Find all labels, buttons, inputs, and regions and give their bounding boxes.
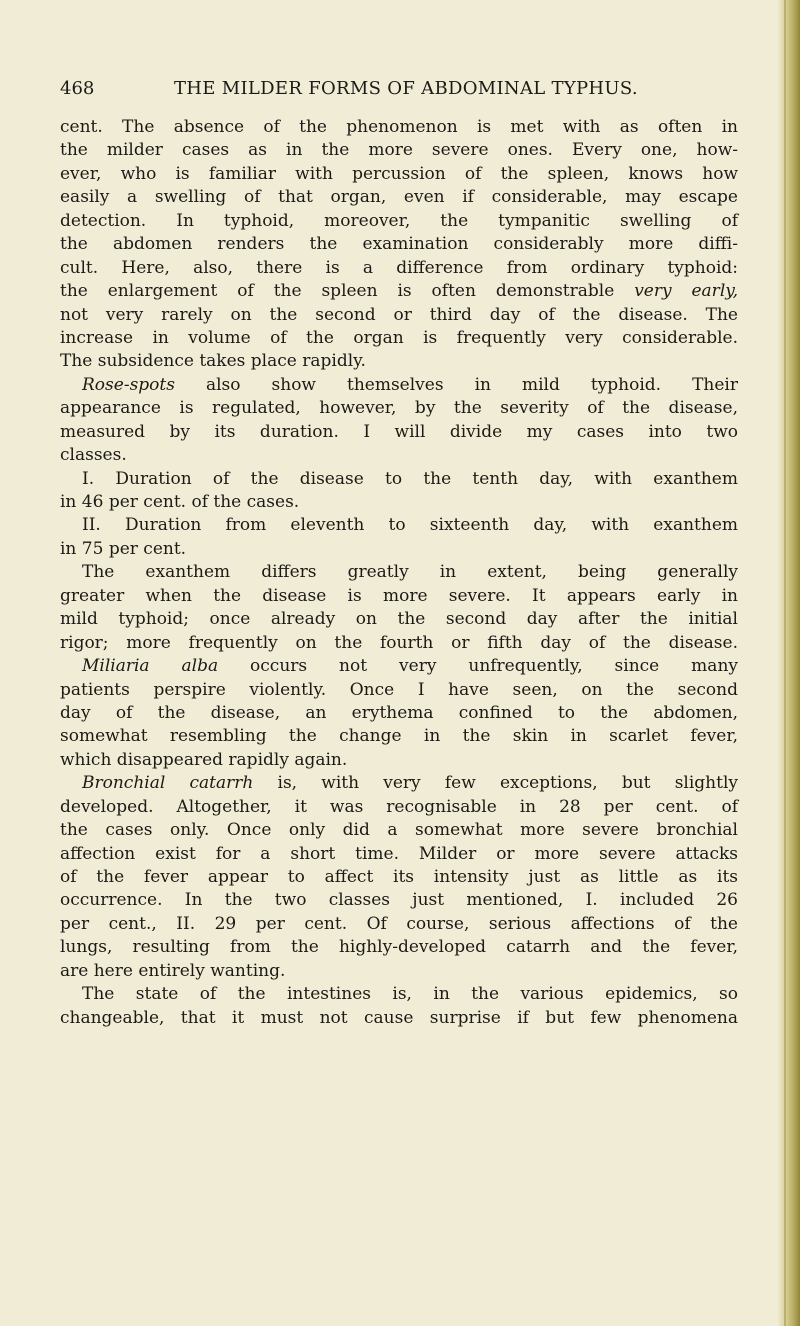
text-line	[60, 772, 738, 795]
text-segment: also show themselves in mild typhoid. Their	[174, 374, 738, 395]
text-segment: cult. Here, also, there is a difference from ordinary typhoid:	[60, 257, 738, 278]
page-edge	[778, 0, 800, 1326]
text-segment: which disappeared rapidly again.	[60, 749, 348, 770]
text-line	[60, 397, 738, 420]
text-segment: day of the disease, an erythema confined to the abdomen,	[60, 702, 738, 723]
text-segment: are here entirely wanting.	[60, 960, 286, 981]
text-line	[60, 538, 738, 561]
text-line	[60, 702, 738, 725]
text-line	[60, 561, 738, 584]
page-edge-shadow	[784, 0, 786, 1326]
text-segment: affection exist for a short time. Milder or more severe attacks	[60, 843, 738, 864]
text-segment: changeable, that it must not cause surprise if but few phenomena	[60, 1007, 738, 1028]
text-line	[60, 632, 738, 655]
text-line	[60, 514, 738, 537]
text-segment: cent. The absence of the phenomenon is met with as often in	[60, 117, 738, 137]
text-line	[60, 1007, 738, 1030]
text-segment: is, with very few exceptions, but slightly	[253, 773, 738, 794]
text-segment: classes.	[60, 445, 127, 466]
text-segment: The state of the intestines is, in the various epidemics, so	[82, 984, 738, 1005]
text-line	[60, 186, 738, 209]
text-segment: mild typhoid; once already on the second day after the initial	[60, 609, 738, 630]
text-line	[60, 866, 738, 889]
text-segment: ever, who is familiar with percussion of the spleen, knows how	[60, 163, 738, 184]
text-line	[60, 139, 738, 162]
text-segment: The exanthem differs greatly in extent, being generally	[82, 562, 738, 583]
text-line	[60, 280, 738, 303]
text-segment: measured by its duration. I will divide my cases into two	[60, 421, 738, 442]
text-line	[60, 819, 738, 842]
text-line	[60, 679, 738, 702]
text-segment: developed. Altogether, it was recognisable in 28 per cent. of	[60, 796, 738, 817]
text-segment: I. Duration of the disease to the tenth day, with exanthem	[82, 468, 738, 489]
text-segment: rigor; more frequently on the fourth or fifth day of the disease.	[60, 632, 738, 653]
text-line	[60, 796, 738, 819]
italic-text: Rose-spots	[82, 374, 175, 395]
text-segment: greater when the disease is more severe. It appears early in	[60, 585, 738, 606]
text-line	[60, 257, 738, 280]
text-line	[60, 163, 738, 186]
text-line	[60, 350, 738, 373]
italic-text: Bronchial catarrh	[82, 773, 254, 794]
running-header	[60, 77, 738, 101]
text-segment: per cent., II. 29 per cent. Of course, serious affections of the	[60, 913, 738, 934]
text-segment: the enlargement of the spleen is often demonstrable	[60, 281, 635, 302]
text-segment: somewhat resembling the change in the skin in scarlet fever,	[60, 726, 738, 747]
text-line	[60, 936, 738, 959]
running-title: THE MILDER FORMS OF ABDOMINAL TYPHUS.	[174, 78, 638, 99]
text-segment: the abdomen renders the examination considerably more diffi-	[60, 234, 738, 255]
text-segment: detection. In typhoid, moreover, the tympanitic swelling of	[60, 210, 738, 231]
text-segment: occurrence. In the two classes just mentioned, I. included 26	[60, 890, 738, 911]
text-line	[60, 749, 738, 772]
text-line	[60, 444, 738, 467]
text-segment: The subsidence takes place rapidly.	[60, 351, 366, 372]
italic-text: Miliaria alba	[82, 656, 219, 677]
text-line	[60, 116, 738, 139]
text-segment: in 75 per cent.	[60, 538, 187, 559]
text-line	[60, 960, 738, 983]
text-segment: of the fever appear to affect its intensity just as little as its	[60, 867, 738, 887]
text-line	[60, 304, 738, 327]
text-line	[60, 913, 738, 936]
text-line	[60, 210, 738, 233]
text-line	[60, 233, 738, 256]
text-segment: not very rarely on the second or third day of the disease. The	[60, 304, 738, 325]
body-text	[60, 116, 738, 1030]
text-line	[60, 421, 738, 444]
text-segment: in 46 per cent. of the cases.	[60, 492, 300, 512]
text-line	[60, 725, 738, 748]
text-line	[60, 655, 738, 678]
text-line	[60, 585, 738, 608]
text-line	[60, 608, 738, 631]
italic-text: very early,	[634, 281, 739, 302]
text-segment: appearance is regulated, however, by the severity of the disease,	[60, 398, 738, 419]
page-number: 468	[60, 78, 95, 99]
text-segment: the cases only. Once only did a somewhat more severe bronchial	[60, 820, 738, 841]
text-segment: lungs, resulting from the highly-developed catarrh and the fever,	[60, 937, 738, 958]
text-line	[60, 468, 738, 491]
text-line	[60, 983, 738, 1006]
text-segment: easily a swelling of that organ, even if considerable, may escape	[60, 187, 738, 208]
text-line	[60, 374, 738, 397]
text-line	[60, 843, 738, 866]
text-line	[60, 491, 738, 514]
text-segment: increase in volume of the organ is frequently very considerable.	[60, 327, 738, 348]
text-line	[60, 889, 738, 912]
text-line	[60, 327, 738, 350]
text-segment: patients perspire violently. Once I have seen, on the second	[60, 679, 738, 700]
text-segment: the milder cases as in the more severe ones. Every one, how-	[60, 140, 738, 161]
text-segment: occurs not very unfrequently, since many	[218, 656, 738, 677]
text-segment: II. Duration from eleventh to sixteenth day, with exanthem	[82, 515, 738, 536]
